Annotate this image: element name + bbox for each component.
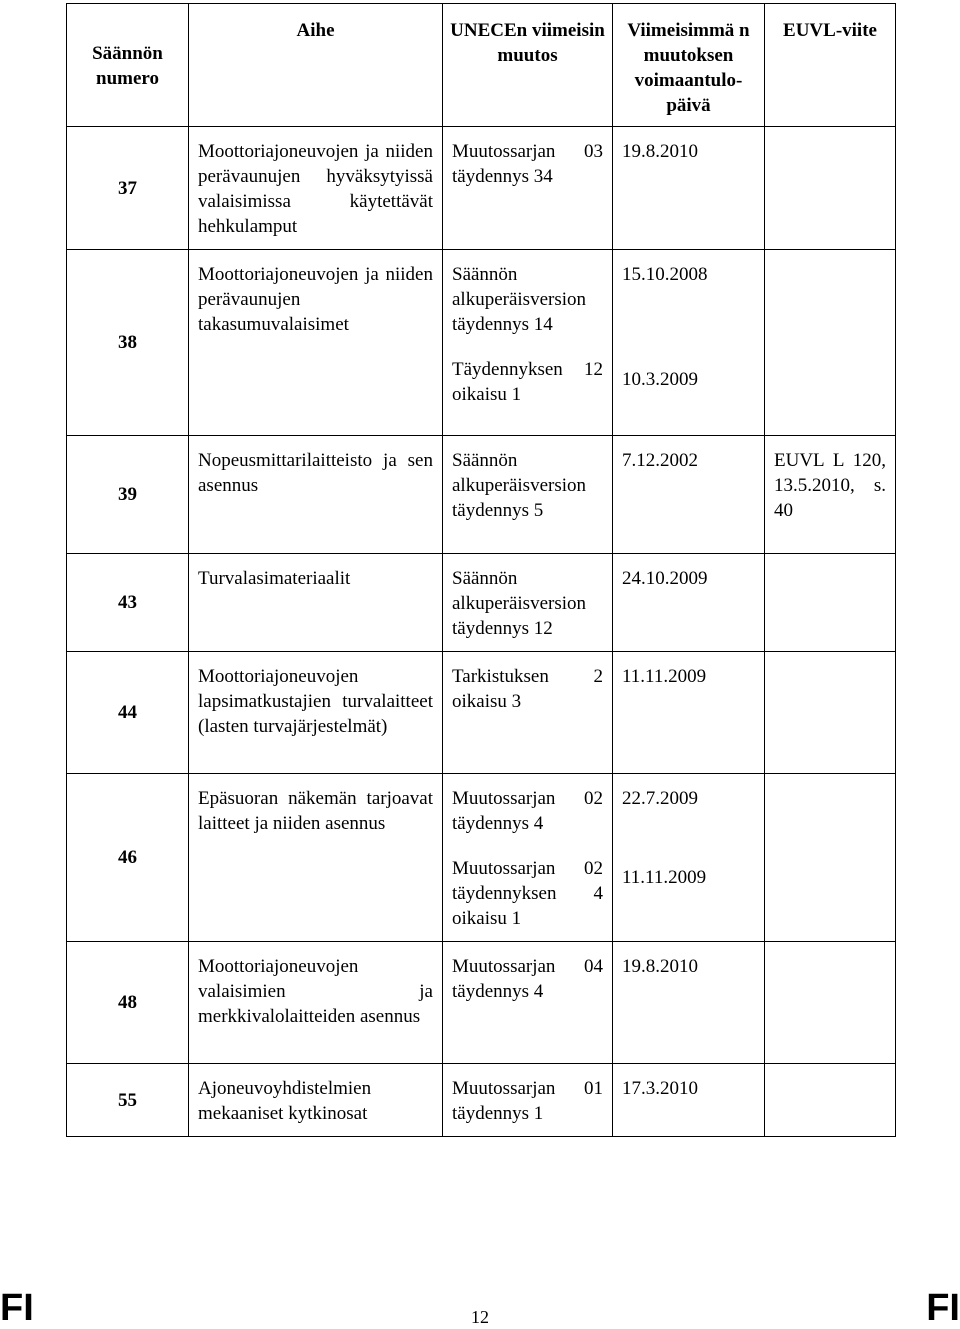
effective-date — [613, 436, 765, 554]
euvl-reference — [765, 554, 896, 652]
table-row — [67, 554, 896, 652]
regulation-topic: Moottoriajoneuvojen ja niiden perävaunujen takasumuvalaisimet — [189, 250, 443, 436]
regulation-topic: Epäsuoran näkemän tarjoavat laitteet ja niiden asennus — [189, 774, 443, 942]
table-row — [67, 774, 896, 942]
regulation-number: 37 — [67, 127, 189, 250]
euvl-reference: EUVL L 120, 13.5.2010, s. 40 — [765, 436, 896, 554]
unece-change-entry: Muutossarjan 04 täydennys 4 — [452, 956, 603, 1002]
euvl-reference — [765, 942, 896, 1064]
regulation-topic: Ajoneuvoyhdistelmien mekaaniset kytkinosat — [189, 1064, 443, 1137]
header-unece: UNECEn viimeisin muutos — [443, 4, 613, 127]
regulation-number: 43 — [67, 554, 189, 652]
euvl-reference — [765, 774, 896, 942]
unece-change-entry: Muutossarjan 02 täydennyksen 4 oikaisu 1 — [452, 858, 603, 929]
regulation-topic: Turvalasimateriaalit — [189, 554, 443, 652]
effective-date — [613, 127, 765, 250]
euvl-reference — [765, 652, 896, 774]
effective-date-entry: 11.11.2009 — [622, 867, 707, 888]
unece-change — [443, 250, 613, 436]
effective-date — [613, 554, 765, 652]
euvl-reference — [765, 1064, 896, 1137]
effective-date — [613, 652, 765, 774]
table-row — [67, 127, 896, 250]
unece-change — [443, 554, 613, 652]
effective-date — [613, 1064, 765, 1137]
unece-change — [443, 436, 613, 554]
unece-change-entry: Säännön alkuperäisversion täydennys 12 — [452, 568, 587, 639]
effective-date-entry: 7.12.2002 — [622, 450, 698, 471]
unece-change-entry: Muutossarjan 01 täydennys 1 — [452, 1078, 603, 1124]
effective-date-entry: 22.7.2009 — [622, 788, 698, 809]
effective-date-entry: 19.8.2010 — [622, 956, 698, 977]
effective-date-entry: 19.8.2010 — [622, 141, 698, 162]
regulation-topic: Moottoriajoneuvojen valaisimien ja merkkivalolaitteiden asennus — [189, 942, 443, 1064]
header-number: Säännön numero — [67, 4, 189, 127]
unece-change — [443, 942, 613, 1064]
regulation-number: 46 — [67, 774, 189, 942]
table-row — [67, 436, 896, 554]
unece-change-entry: Muutossarjan 02 täydennys 4 — [452, 788, 603, 834]
effective-date-entry: 17.3.2010 — [622, 1078, 698, 1099]
header-euvl: EUVL-viite — [765, 4, 896, 127]
table-row — [67, 942, 896, 1064]
regulation-number: 39 — [67, 436, 189, 554]
effective-date — [613, 774, 765, 942]
table-row — [67, 250, 896, 436]
page-number: 12 — [471, 1307, 489, 1327]
regulation-number: 55 — [67, 1064, 189, 1137]
table-row — [67, 652, 896, 774]
effective-date — [613, 250, 765, 436]
euvl-reference — [765, 127, 896, 250]
header-topic: Aihe — [189, 4, 443, 127]
unece-change — [443, 127, 613, 250]
regulation-number: 38 — [67, 250, 189, 436]
footer-language-code-left: FI — [0, 1287, 34, 1329]
euvl-reference — [765, 250, 896, 436]
unece-change — [443, 1064, 613, 1137]
regulation-topic: Moottoriajoneuvojen ja niiden perävaunujen hyväksytyissä valaisimissa käytettävät hehkulamput — [189, 127, 443, 250]
unece-change-entry: Säännön alkuperäisversion täydennys 5 — [452, 450, 587, 521]
effective-date-entry: 15.10.2008 — [622, 264, 708, 285]
unece-change — [443, 652, 613, 774]
effective-date-entry: 24.10.2009 — [622, 568, 708, 589]
regulations-table — [66, 3, 896, 1137]
table-row — [67, 1064, 896, 1137]
regulation-number: 44 — [67, 652, 189, 774]
regulation-number: 48 — [67, 942, 189, 1064]
effective-date-entry: 11.11.2009 — [622, 666, 707, 687]
effective-date-entry: 10.3.2009 — [622, 369, 698, 390]
unece-change — [443, 774, 613, 942]
header-row — [67, 4, 896, 127]
unece-change-entry: Tarkistuksen 2 oikaisu 3 — [452, 666, 603, 712]
effective-date — [613, 942, 765, 1064]
footer-language-code-right: FI — [926, 1287, 960, 1329]
regulation-topic: Nopeusmittarilaitteisto ja sen asennus — [189, 436, 443, 554]
header-date: Viimeisimmä n muutoksen voimaantulo-päivä — [613, 4, 765, 127]
unece-change-entry: Muutossarjan 03 täydennys 34 — [452, 141, 603, 187]
unece-change-entry: Säännön alkuperäisversion täydennys 14 — [452, 264, 587, 335]
regulation-topic: Moottoriajoneuvojen lapsimatkustajien turvalaitteet (lasten turvajärjestelmät) — [189, 652, 443, 774]
unece-change-entry: Täydennyksen 12 oikaisu 1 — [452, 359, 603, 405]
